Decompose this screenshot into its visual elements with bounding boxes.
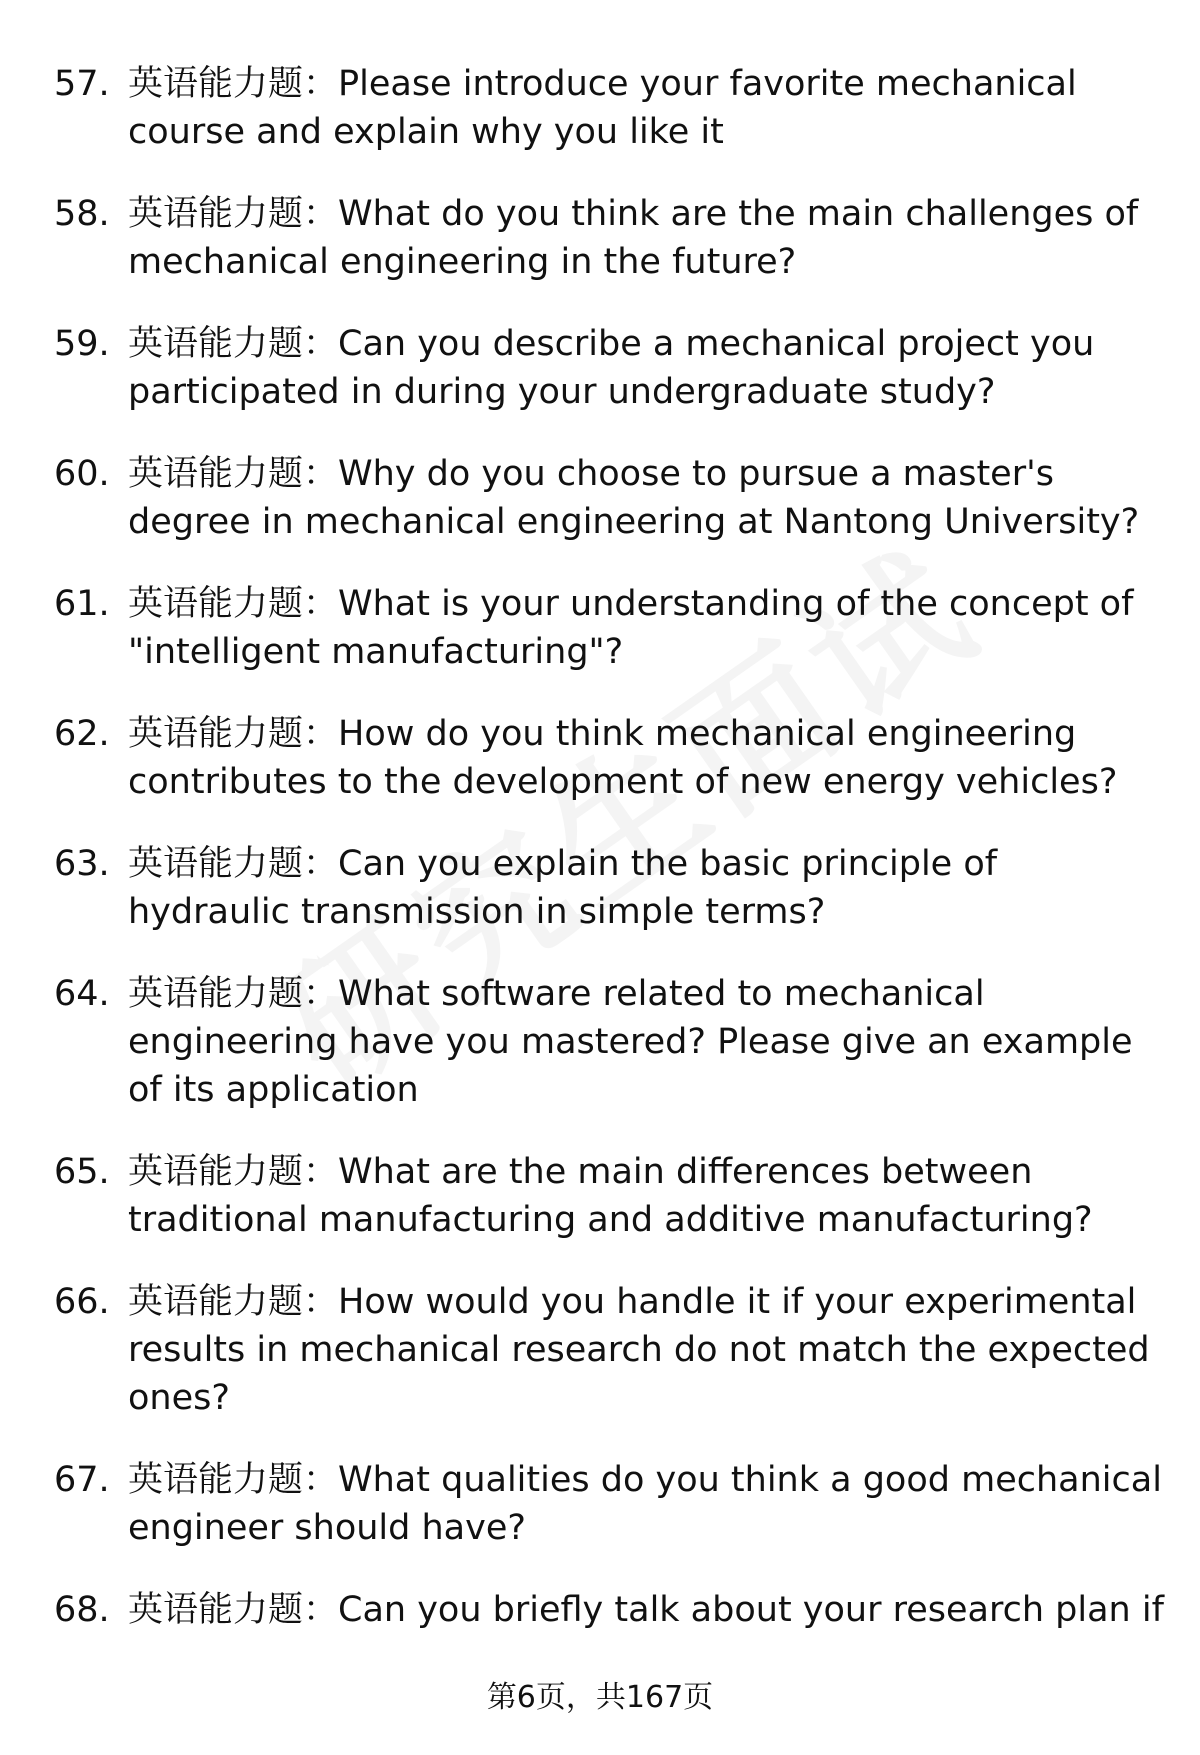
question-item (0, 840, 1200, 936)
question-item (0, 1148, 1200, 1244)
question-text: Why do you choose to pursue a master's degree in mechanical engineering at Nantong University? (128, 454, 1140, 542)
question-text: How do you think mechanical engineering contributes to the development of new energy vehicles? (128, 714, 1118, 802)
question-text: Can you explain the basic principle of hydraulic transmission in simple terms? (128, 844, 998, 932)
page-footer: 第6页，共167页 (486, 1680, 714, 1715)
question-text: What do you think are the main challenges of mechanical engineering in the future? (128, 194, 1139, 282)
question-number: 62. (54, 714, 110, 754)
question-text: Can you briefly talk about your research plan if (338, 1590, 1164, 1630)
question-number: 61. (54, 584, 110, 624)
question-tag: 英语能力题： (128, 714, 339, 754)
question-item (0, 320, 1200, 416)
question-body (128, 60, 1168, 156)
question-number: 67. (54, 1460, 110, 1500)
question-body (128, 1456, 1168, 1552)
question-body (128, 1278, 1168, 1422)
question-item (0, 450, 1200, 546)
question-body (128, 1148, 1168, 1244)
question-item (0, 1456, 1200, 1552)
question-list (0, 60, 1200, 1668)
question-body (128, 970, 1168, 1114)
question-number: 59. (54, 324, 110, 364)
question-item (0, 580, 1200, 676)
question-tag: 英语能力题： (128, 844, 339, 884)
question-text: Please introduce your favorite mechanical course and explain why you like it (128, 64, 1077, 152)
question-number: 60. (54, 454, 110, 494)
question-item (0, 970, 1200, 1114)
question-body (128, 190, 1168, 286)
question-tag: 英语能力题： (128, 584, 339, 624)
question-item (0, 710, 1200, 806)
question-number: 57. (54, 64, 110, 104)
question-item (0, 190, 1200, 286)
question-number: 63. (54, 844, 110, 884)
question-tag: 英语能力题： (128, 1282, 339, 1322)
question-tag: 英语能力题： (128, 974, 339, 1014)
question-number: 64. (54, 974, 110, 1014)
question-item (0, 60, 1200, 156)
question-item (0, 1586, 1200, 1634)
question-body (128, 710, 1168, 806)
question-number: 65. (54, 1152, 110, 1192)
question-tag: 英语能力题： (128, 1152, 339, 1192)
question-text: What software related to mechanical engineering have you mastered? Please give an example of its application (128, 974, 1133, 1110)
question-number: 66. (54, 1282, 110, 1322)
question-body (128, 580, 1168, 676)
question-text: What qualities do you think a good mechanical engineer should have? (128, 1460, 1162, 1548)
question-body (128, 1586, 1168, 1634)
question-item (0, 1278, 1200, 1422)
question-tag: 英语能力题： (128, 454, 339, 494)
question-number: 58. (54, 194, 110, 234)
question-tag: 英语能力题： (128, 1460, 339, 1500)
question-body (128, 840, 1168, 936)
question-text: Can you describe a mechanical project you participated in during your undergraduate study? (128, 324, 1095, 412)
question-tag: 英语能力题： (128, 324, 339, 364)
question-body (128, 450, 1168, 546)
question-text: What is your understanding of the concept of "intelligent manufacturing"? (128, 584, 1134, 672)
question-body (128, 320, 1168, 416)
question-text: How would you handle it if your experimental results in mechanical research do not match the expected ones? (128, 1282, 1150, 1418)
question-text: What are the main differences between traditional manufacturing and additive manufacturing? (128, 1152, 1093, 1240)
question-tag: 英语能力题： (128, 64, 339, 104)
question-tag: 英语能力题： (128, 1590, 339, 1630)
question-number: 68. (54, 1590, 110, 1630)
question-tag: 英语能力题： (128, 194, 339, 234)
